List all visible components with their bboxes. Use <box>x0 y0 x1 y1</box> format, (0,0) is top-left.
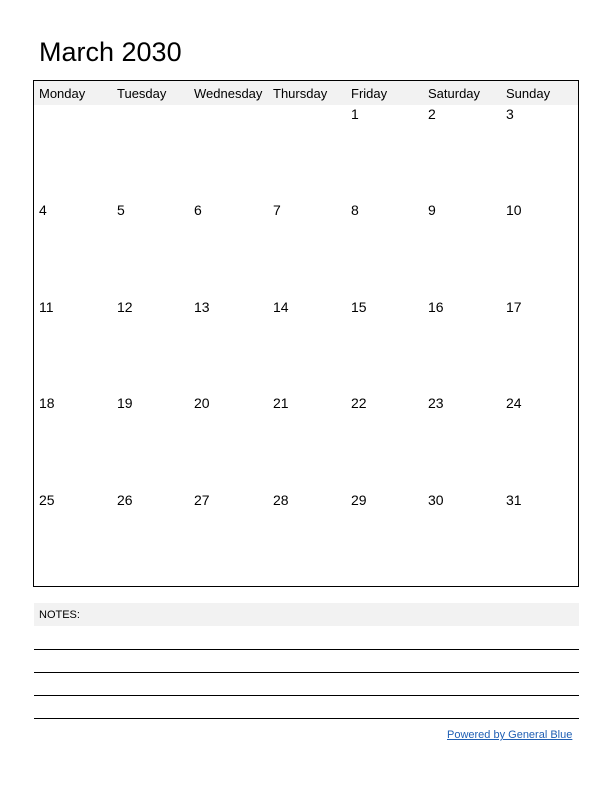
day-cell-number: 25 <box>39 492 55 508</box>
day-cell-number: 22 <box>351 395 367 411</box>
weekday-label: Thursday <box>273 86 328 101</box>
day-cell-number: 28 <box>273 492 289 508</box>
day-cell-number: 23 <box>428 395 444 411</box>
day-cell-number: 15 <box>351 299 367 315</box>
day-cell-number: 11 <box>39 299 54 315</box>
day-cell-number: 1 <box>351 106 359 122</box>
day-cell-number: 6 <box>194 202 202 218</box>
notes-label: NOTES: <box>39 609 80 621</box>
day-cell-number: 12 <box>117 299 133 315</box>
day-cell-number: 9 <box>428 202 436 218</box>
day-cell-number: 27 <box>194 492 210 508</box>
day-cell-number: 18 <box>39 395 55 411</box>
note-line <box>34 672 579 673</box>
day-cell-number: 17 <box>506 299 522 315</box>
day-cell-number: 30 <box>428 492 444 508</box>
weekday-label: Sunday <box>506 86 551 101</box>
day-cell-number: 21 <box>273 395 289 411</box>
note-line <box>34 695 579 696</box>
day-cell-number: 3 <box>506 106 514 122</box>
page-title: March 2030 <box>39 37 182 67</box>
day-cell-number: 24 <box>506 395 522 411</box>
day-cell-number: 16 <box>428 299 444 315</box>
day-cell-number: 20 <box>194 395 210 411</box>
day-cell-number: 7 <box>273 202 281 218</box>
day-cell-number: 26 <box>117 492 133 508</box>
weekday-header <box>34 81 578 105</box>
day-cell-number: 29 <box>351 492 367 508</box>
notes-header <box>34 603 579 626</box>
day-cell-number: 4 <box>39 202 47 218</box>
calendar-grid <box>33 80 579 587</box>
day-cell-number: 10 <box>506 202 522 218</box>
day-cell-number: 2 <box>428 106 436 122</box>
note-line <box>34 718 579 719</box>
day-cell-number: 5 <box>117 202 125 218</box>
day-cell-number: 13 <box>194 299 210 315</box>
weekday-label: Saturday <box>428 86 481 101</box>
note-line <box>34 649 579 650</box>
powered-by-link[interactable]: Powered by General Blue <box>447 729 573 741</box>
day-cell-number: 14 <box>273 299 289 315</box>
day-cell-number: 8 <box>351 202 359 218</box>
weekday-label: Tuesday <box>117 86 167 101</box>
weekday-label: Wednesday <box>194 86 263 101</box>
weekday-label: Monday <box>39 86 86 101</box>
day-cell-number: 19 <box>117 395 133 411</box>
day-cell-number: 31 <box>506 492 522 508</box>
weekday-label: Friday <box>351 86 388 101</box>
